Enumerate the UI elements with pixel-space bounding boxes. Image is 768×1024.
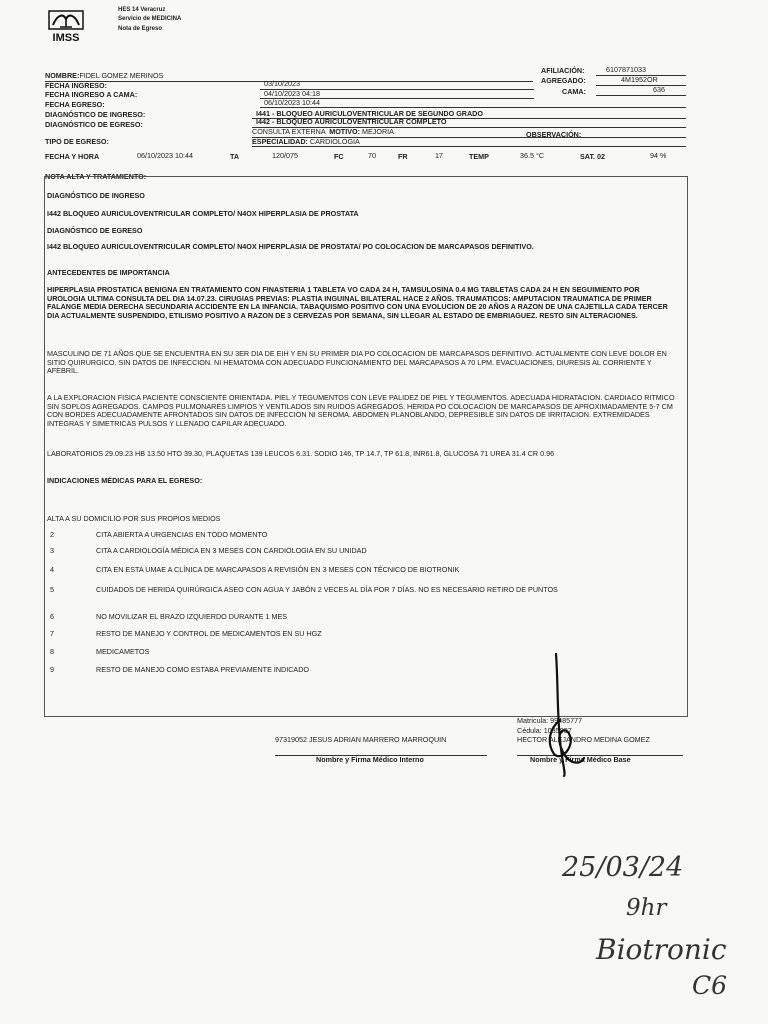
affiliation-value: 6107871033: [606, 65, 646, 74]
vitals-datetime: 06/10/2023 10:44: [137, 151, 193, 160]
order-number: 5: [50, 585, 54, 594]
order-text: CITA ABIERTA A URGENCIAS EN TODO MOMENTO: [96, 530, 268, 539]
bed-label: CAMA:: [562, 87, 586, 96]
handwritten-signature-icon: [540, 650, 600, 780]
admission-date-label: FECHA INGRESO:: [45, 81, 108, 90]
discharge-dx-title: DIAGNÓSTICO DE EGRESO: [47, 226, 143, 235]
base-cedula-label: Cédula:: [517, 726, 542, 735]
order-number: 8: [50, 647, 54, 656]
order-number: 7: [50, 629, 54, 638]
admission-dx-text: I442 BLOQUEO AURICULOVENTRICULAR COMPLETO/ N4OX HIPERPLASIA DE PROSTATA: [47, 209, 359, 218]
discharge-dx-text: I442 BLOQUEO AURICULOVENTRICULAR COMPLETO/ N4OX HIPERPLASIA DE PROSTATA/ PO COLOCACION DE MARCAPASOS DEFINITIVO.: [47, 242, 534, 251]
bed-admission-date: 04/10/2023 04:18: [264, 89, 320, 98]
history-text: HIPERPLASIA PROSTATICA BENIGNA EN TRATAMIENTO CON FINASTERIA 1 TABLETA VO CADA 24 H, TAMSULOSINA 0.4 MG TABLETAS CADA 24 H EN SEGUIMIENTO POR UROLOGIA ULTIMA CONSULTA DEL DIA 14.07.23. CIRUGIAS PREVIAS: PLASTIA INGUINAL BILATERAL HACE 2 AÑOS. TRAUMATICOS: AMPUTACION TRAUMATICA DE PRIMER FALANGE MEDIA DERECHA SECUNDARIA ACCIDENTE EN LA INFANCIA. TABAQUISMO POSITIVO CON UNA EVOLUCION DE 20 AÑOS A RAZON DE UNA CAJETILLA CADA TERCER DIA ACTUALMENTE SUSPENDIDO, ETILISMO POSITIVO A RAZON DE 3 CERVEZAS POR SEMANA, SIN LLEGAR AL ESTADO DE EMBRIAGUEZ. RESTO SIN ALTERACIONES.: [47, 285, 668, 320]
document-type: Nota de Egreso: [118, 25, 163, 32]
aggregate-value: 4M1952OR: [621, 75, 658, 84]
history-title: ANTECEDENTES DE IMPORTANCIA: [47, 268, 170, 277]
exam-text: A LA EXPLORACION FISICA PACIENTE CONSCIENTE ORIENTADA. PIEL Y TEGUMENTOS CON LEVE PALIDEZ DE PIEL Y TEGUMENTOS. ADECUADA HIDRATACION. CARDIACO RITMICO SIN SOPLOS AGREGADOS. CAMPOS PULMONARES LIMPIOS Y VENTILADOS SIN RUIDOS AGREGADOS. HERIDA PO COLOCACION DE MARCAPASOS DE APROXIMADAMENTE 5-7 CM CON BORDES ADECUADAMENTE AFRONTADOS SIN DATOS DE INFECCION NI SEROMA. ABDOMEN PLANOBLANDO, DEPRESIBLE SIN DATOS DE IRRITACION. EXTREMIDADES INTEGRAS Y SIMETRICAS PULSOS Y LLENADO CAPILAR ADECUADO.: [47, 393, 675, 428]
vitals-datetime-label: FECHA Y HORA: [45, 152, 100, 161]
order-text: CITA A CARDIOLOGÍA MÉDICA EN 3 MESES CON CARDIOLOGIA EN SU UNIDAD: [96, 546, 367, 555]
observation-label: OBSERVACIÓN:: [526, 130, 582, 139]
base-doctor-name: HECTOR ALEJANDRO MEDINA GOMEZ: [517, 735, 650, 744]
handwritten-brand: Biotronic: [596, 933, 727, 966]
sat-label: SAT. 02: [580, 152, 606, 161]
discharge-diagnosis: I442 - BLOQUEO AURICULOVENTRICULAR COMPLETO: [256, 117, 447, 126]
discharge-date-label: FECHA EGRESO:: [45, 100, 105, 109]
affiliation-label: AFILIACIÓN:: [541, 66, 585, 75]
service-name: Servicio de MEDICINA: [118, 16, 182, 23]
discharge-diagnosis-label: DIAGNÓSTICO DE EGRESO:: [45, 120, 143, 129]
discharge-date: 06/10/2023 10:44: [264, 98, 320, 107]
specialty-value: CARDIOLOGIA: [309, 137, 360, 146]
order-number: 9: [50, 665, 54, 674]
handwritten-code: C6: [692, 971, 728, 1000]
imss-logo-text: IMSS: [52, 32, 80, 43]
motive-value: MEJORIA: [361, 127, 394, 136]
evolution-text: MASCULINO DE 71 AÑOS QUE SE ENCUENTRA EN SU 3ER DIA DE EIH Y EN SU PRIMER DIA PO COLOCACION DE MARCAPASOS DEFINITIVO. ACTUALMENTE CON LEVE DOLOR EN SITIO QUIRURGICO. SIN DATOS DE INFECCION. NI HEMATOMA CON ADECUADO FUNCIONAMIENTO DEL MARCAPASOS A 70 LPM. EVACUACIONES, DIURESIS AL CORRIENTE Y AFEBRIL.: [47, 349, 667, 376]
fr-label: FR: [398, 152, 408, 161]
imss-eagle-icon: [45, 9, 87, 43]
base-signature-caption: Nombre y Firma Médico Base: [530, 755, 631, 764]
ta-value: 120/075: [272, 151, 298, 160]
fc-value: 70: [368, 151, 376, 160]
divider: [596, 85, 686, 86]
admission-diagnosis: I441 - BLOQUEO AURICULOVENTRICULAR DE SEGUNDO GRADO: [256, 109, 483, 118]
base-matricula: 99485777: [550, 716, 583, 725]
order-text: CUIDADOS DE HERIDA QUIRÚRGICA ASEO CON AGUA Y JABÓN 2 VECES AL DÍA POR 7 DÍAS. NO ES NECESARIO RETIRO DE PUNTOS: [96, 585, 558, 594]
admission-date: 03/10/2023: [264, 79, 300, 88]
patient-name-field: [45, 72, 163, 80]
fc-label: FC: [334, 152, 344, 161]
order-text: CITA EN ESTA UMAE A CLÍNICA DE MARCAPASOS A REVISIÓN EN 3 MESES CON TÉCNICO DE BIOTRONIK: [96, 565, 460, 574]
base-cedula: 1035097: [543, 726, 572, 735]
discharge-type-row: [252, 128, 394, 136]
discharge-home-text: ALTA A SU DOMICILIO POR SUS PROPIOS MEDIOS: [47, 514, 221, 523]
handwritten-date: 25/03/24: [562, 852, 684, 883]
intern-doctor-name: 97319052 JESUS ADRIAN MARRERO MARROQUIN: [275, 735, 447, 744]
order-text: RESTO DE MANEJO COMO ESTABA PREVIAMENTE INDICADO: [96, 665, 309, 674]
order-number: 3: [50, 546, 54, 555]
fr-value: 17: [435, 151, 443, 160]
specialty-label: ESPECIALIDAD:: [252, 137, 308, 146]
aggregate-label: AGREGADO:: [541, 76, 586, 85]
discharge-orders-title: INDICACIONES MÉDICAS PARA EL EGRESO:: [47, 476, 203, 485]
order-number: 2: [50, 530, 54, 539]
admission-dx-title: DIAGNÓSTICO DE INGRESO: [47, 191, 145, 200]
temp-label: TEMP: [469, 152, 489, 161]
document-header: [118, 6, 181, 34]
patient-name-label: NOMBRE:: [45, 71, 80, 80]
temp-value: 36.5 °C: [520, 151, 545, 160]
order-text: NO MOVILIZAR EL BRAZO IZQUIERDO DURANTE 1 MES: [96, 612, 288, 621]
bed-admission-date-label: FECHA INGRESO A CAMA:: [45, 90, 138, 99]
discharge-type-label: TIPO DE EGRESO:: [45, 137, 109, 146]
order-text: MEDICAMETOS: [96, 647, 150, 656]
handwritten-time: 9hr: [626, 895, 667, 921]
imss-logo: [45, 9, 87, 43]
order-number: 4: [50, 565, 54, 574]
order-text: RESTO DE MANEJO Y CONTROL DE MEDICAMENTOS EN SU HGZ: [96, 629, 322, 638]
motive-label: MOTIVO:: [329, 127, 360, 136]
labs-text: LABORATORIOS 29.09.23 HB 13.50 HTO 39.30, PLAQUETAS 139 LEUCOS 6.31. SODIO 146, TP 14.7, TP 61.8, INR61.8, GLUCOSA 71 UREA 31.4 CR 0.96: [47, 449, 555, 458]
base-matricula-label: Matricula:: [517, 716, 549, 725]
divider: [260, 107, 686, 108]
ta-label: TA: [230, 152, 240, 161]
institution-name: HES 14 Veracruz: [118, 7, 166, 13]
note-label: NOTA ALTA Y TRATAMIENTO:: [45, 172, 147, 181]
bed-value: 636: [653, 85, 665, 94]
sat-value: 94 %: [650, 151, 667, 160]
divider: [596, 95, 686, 96]
patient-name: FIDEL GOMEZ MERINOS: [79, 71, 164, 80]
intern-signature-caption: Nombre y Firma Médico Interno: [316, 755, 424, 764]
divider: [252, 146, 686, 147]
order-number: 6: [50, 612, 54, 621]
discharge-type: CONSULTA EXTERNA: [252, 127, 326, 136]
admission-diagnosis-label: DIAGNÓSTICO DE INGRESO:: [45, 110, 146, 119]
